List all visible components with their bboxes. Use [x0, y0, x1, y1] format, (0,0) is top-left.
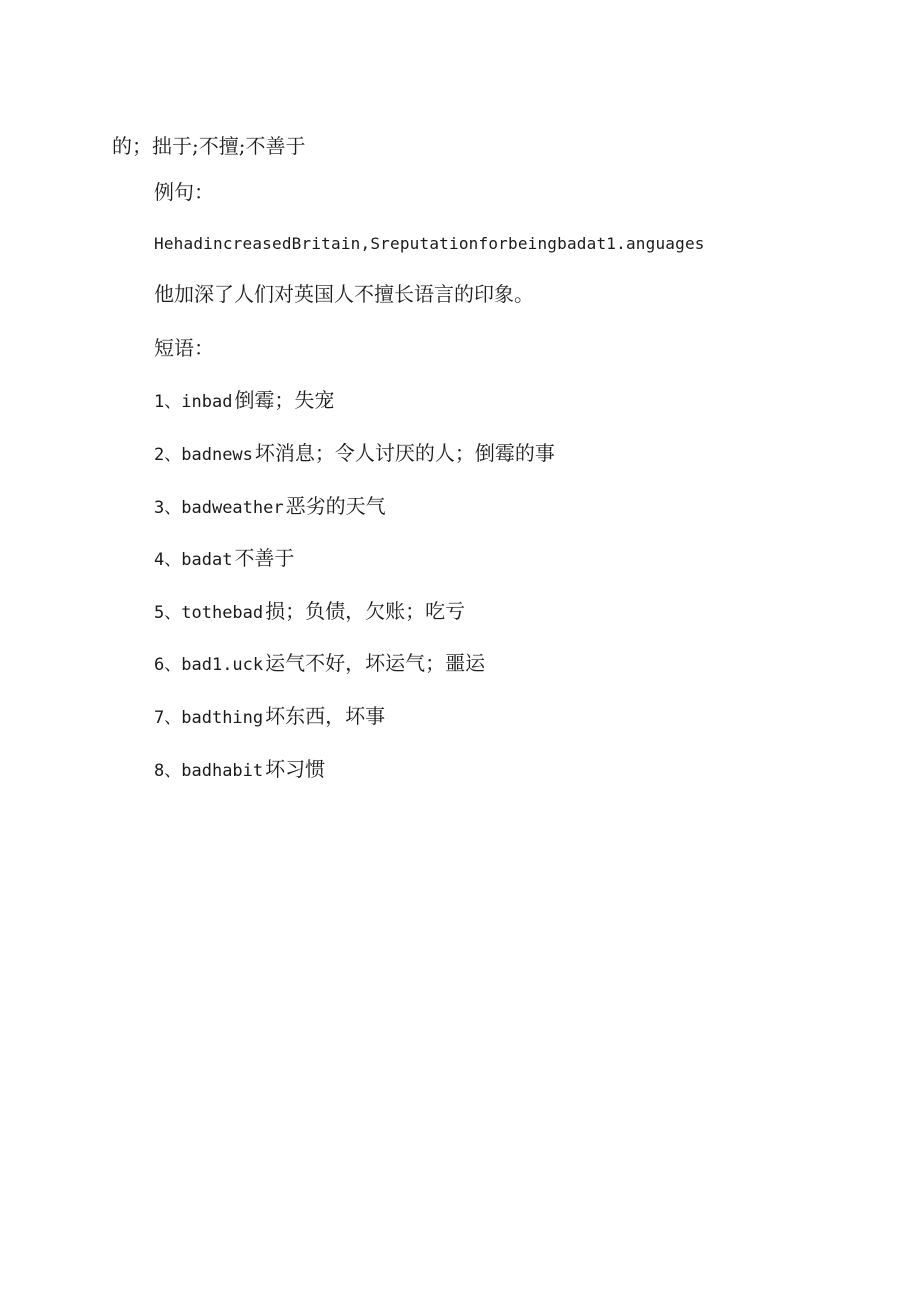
phrase-item: [154, 757, 325, 783]
phrase-item: [154, 704, 385, 730]
phrase-english: badnews: [181, 445, 253, 465]
phrase-item: [154, 494, 386, 520]
example-label: 例句：: [154, 180, 214, 204]
example-sentence-zh: 他加深了人们对英国人不擅长语言的印象。: [154, 282, 534, 306]
phrase-number: 7、: [154, 708, 182, 728]
definition-continuation: 的；拙于;不擅;不善于: [112, 134, 306, 158]
phrase-english: badthing: [181, 708, 264, 728]
phrase-chinese: 损；负债，欠账；吃亏: [265, 599, 466, 623]
phrase-english: inbad: [181, 392, 233, 412]
phrase-item: [154, 441, 555, 467]
phrase-item: [154, 651, 485, 677]
phrase-chinese: 不善于: [234, 546, 295, 570]
phrase-chinese: 坏东西，坏事: [265, 704, 386, 728]
phrase-number: 2、: [154, 445, 182, 465]
phrase-number: 5、: [154, 603, 182, 623]
phrase-number: 3、: [154, 498, 182, 518]
phrase-english: badweather: [181, 498, 284, 518]
phrase-number: 8、: [154, 761, 182, 781]
phrase-english: badat: [181, 550, 233, 570]
phrase-item: [154, 546, 294, 572]
phrase-english: tothebad: [181, 603, 264, 623]
phrase-chinese: 恶劣的天气: [285, 494, 386, 518]
phrase-chinese: 坏消息；令人讨厌的人；倒霉的事: [254, 441, 555, 465]
phrases-label: 短语：: [154, 336, 214, 360]
phrase-number: 6、: [154, 655, 182, 675]
phrase-english: bad1.uck: [181, 655, 264, 675]
phrase-item: [154, 388, 334, 414]
example-sentence-en: HehadincreasedBritain,Sreputationforbeingbadat1.anguages: [154, 234, 705, 253]
phrase-item: [154, 599, 465, 625]
phrase-chinese: 倒霉；失宠: [234, 388, 335, 412]
phrase-chinese: 运气不好，坏运气；噩运: [265, 651, 486, 675]
phrase-number: 1、: [154, 392, 182, 412]
phrase-english: badhabit: [181, 761, 264, 781]
phrase-number: 4、: [154, 550, 182, 570]
phrase-chinese: 坏习惯: [265, 757, 326, 781]
